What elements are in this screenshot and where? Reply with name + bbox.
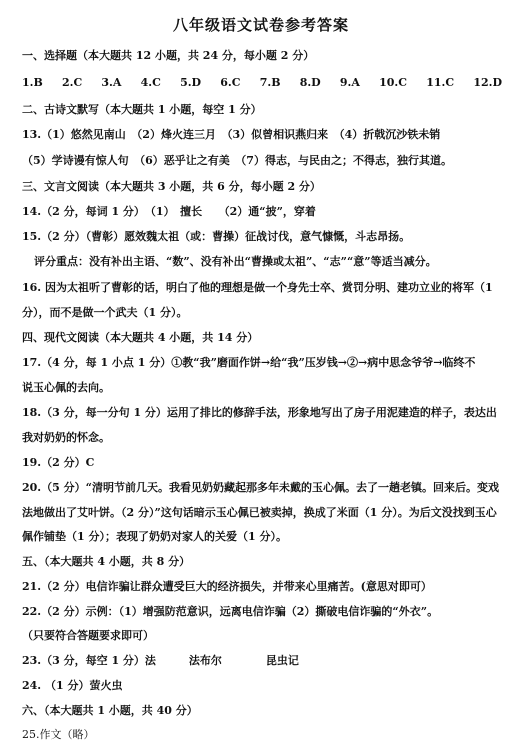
answer-24: 24. （1 分）萤火虫: [22, 679, 123, 692]
section-2-heading: 二、古诗文默写（本大题共 1 小题，每空 1 分）: [22, 103, 262, 116]
mcq-answer: 6.C: [220, 76, 241, 89]
answer-22-note: （只要符合答题要求即可）: [22, 629, 154, 642]
answer-21: 21.（2 分）电信诈骗让群众遭受巨大的经济损失，并带来心里痛苦。(意思对即可）: [22, 580, 432, 593]
answer-20-line-3: 佩作铺垫（1 分）；表现了奶奶对家人的关爱（1 分）。: [22, 530, 287, 543]
answer-19: 19.（2 分）C: [22, 456, 95, 469]
answer-17-line-2: 说玉心佩的去向。: [22, 381, 110, 394]
section-3-heading: 三、文言文阅读（本大题共 3 小题，共 6 分，每小题 2 分）: [22, 180, 321, 193]
mcq-answer: 1.B: [22, 76, 43, 89]
mcq-answer: 11.C: [426, 76, 455, 89]
answer-13-line-1: 13.（1）悠然见南山 （2）烽火连三月 （3）似曾相识燕归来 （4）折戟沉沙铁未销: [22, 128, 441, 141]
answer-15-scoring-note: 评分重点：没有补出主语、“数”、没有补出“曹操或太祖”、“志”“意”等适当减分。: [34, 255, 437, 268]
mcq-answer: 8.D: [299, 76, 321, 89]
mcq-answer: 10.C: [379, 76, 408, 89]
answer-25: 25.作文（略）: [22, 728, 95, 741]
answer-20-line-1: 20.（5 分）“清明节前几天。我看见奶奶藏起那多年未戴的玉心佩。去了一趟老镇。回来后。变戏: [22, 481, 499, 494]
answer-23: 23.（3 分，每空 1 分）法 法布尔 昆虫记: [22, 654, 299, 667]
answer-14: 14.（2 分，每词 1 分） （1） 擅长 （2）通“披”，穿着: [22, 205, 316, 218]
section-4-heading: 四、现代文阅读（本大题共 4 小题，共 14 分）: [22, 331, 259, 344]
mcq-answer: 12.D: [473, 76, 502, 89]
mcq-answers-row: [22, 76, 502, 90]
mcq-answer: 5.D: [180, 76, 202, 89]
page-title: 八年级语文试卷参考答案: [172, 16, 349, 34]
section-1-heading: 一、选择题（本大题共 12 小题，共 24 分，每小题 2 分）: [22, 49, 315, 62]
answer-16-line-2: 分），而不是做一个武夫（1 分）。: [22, 306, 188, 319]
mcq-answer: 4.C: [140, 76, 161, 89]
answer-13-line-2: （5）学诗谩有惊人句 （6）恶乎让之有美 （7）得志，与民由之；不得志，独行其道。: [22, 154, 452, 167]
answer-20-line-2: 法地做出了艾叶饼。（2 分）”这句话暗示玉心佩已被卖掉，换成了米面（1 分）。为后文没找到玉心: [22, 506, 497, 519]
mcq-answer: 2.C: [61, 76, 83, 89]
mcq-answer: 7.B: [259, 76, 281, 89]
mcq-answer: 9.A: [339, 76, 360, 89]
answer-16-line-1: 16. 因为太祖听了曹彰的话，明白了他的理想是做一个身先士卒、赏罚分明、建功立业的将军（1: [22, 281, 493, 294]
section-5-heading: 五、（本大题共 4 小题，共 8 分）: [22, 555, 191, 568]
mcq-answer: 3.A: [101, 76, 122, 89]
answer-18-line-2: 我对奶奶的怀念。: [22, 431, 110, 444]
section-6-heading: 六、（本大题共 1 小题，共 40 分）: [22, 704, 198, 717]
answer-18-line-1: 18.（3 分，每一分句 1 分）运用了排比的修辞手法，形象地写出了房子用泥建造的样子，表达出: [22, 406, 497, 419]
answer-17-line-1: 17.（4 分，每 1 小点 1 分）①教“我”磨面作饼→给“我”压岁钱→②→病中思念爷爷→临终不: [22, 356, 476, 369]
answer-22: 22.（2 分）示例：（1）增强防范意识，远离电信诈骗（2）撕破电信诈骗的“外衣”。: [22, 605, 439, 618]
answer-15: 15.（2 分）（曹彰）愿效魏太祖（或：曹操）征战讨伐，意气慷慨，斗志昂扬。: [22, 230, 411, 243]
